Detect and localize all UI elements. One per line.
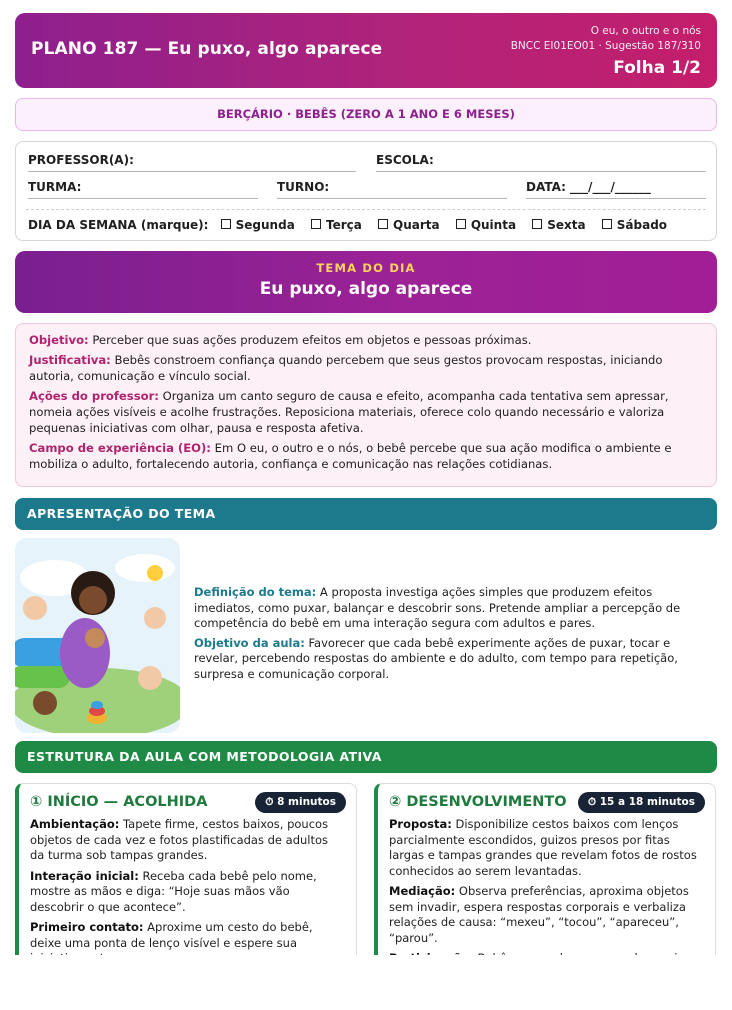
- weekday-checkbox[interactable]: Sábado: [602, 218, 667, 232]
- structure-section-header: ESTRUTURA DA AULA COM METODOLOGIA ATIVA: [15, 741, 717, 773]
- data-field[interactable]: DATA: ___/___/______: [526, 180, 651, 194]
- data-line: [526, 198, 706, 199]
- weekday-checkbox[interactable]: Quarta: [378, 218, 440, 232]
- turno-label: TURNO:: [277, 180, 330, 194]
- inicio-interacao: [30, 869, 345, 916]
- desenvolvimento-card: [374, 783, 716, 983]
- proposta-label: Proposta:: [389, 817, 452, 831]
- inicio-card: [15, 783, 357, 983]
- objetivo-aula-label: Objetivo da aula:: [194, 635, 305, 650]
- turma-line[interactable]: [28, 198, 258, 199]
- ambientacao-text: Tapete firme, cestos baixos, poucos objetos de cada vez e fotos plastificadas de adultos da turma sob tampas grandes.: [30, 817, 329, 862]
- theme-name: Eu puxo, algo aparece: [259, 279, 473, 299]
- weekday-checkbox[interactable]: Quinta: [456, 218, 516, 232]
- justificativa-text: Bebês constroem confiança quando percebem que seus gestos provocam respostas, iniciando autoria, comunicação e vínculo social.: [29, 353, 663, 383]
- bncc-code: BNCC EI01EO01 · Sugestão 187/310: [510, 40, 701, 52]
- mediacao-text: Observa preferências, aproxima objetos sem invadir, espera respostas corporais e verbaliza relações de causa: “mexeu”, “tocou”, “apareceu”, “parou”.: [389, 884, 689, 945]
- weekday-checkbox[interactable]: Terça: [311, 218, 362, 232]
- weekday-checkbox[interactable]: Sexta: [532, 218, 585, 232]
- professor-line[interactable]: [28, 171, 356, 172]
- definicao-label: Definição do tema:: [194, 585, 317, 599]
- desenvolvimento-mediacao: [389, 884, 704, 946]
- acoes-label: Ações do professor:: [29, 389, 159, 403]
- acoes-text: Organiza um canto seguro de causa e efeito, acompanha cada tentativa sem apressar, nomeia ações visíveis e acolhe frustrações. Reposiciona materiais, oferece colo quando necessário e valoriza pequenas iniciativas com olhar, pausa e resposta afetiva.: [29, 389, 669, 435]
- desenvolvimento-proposta: [389, 817, 704, 879]
- contato-label: Primeiro contato:: [30, 920, 144, 934]
- turno-line[interactable]: [277, 198, 507, 199]
- professor-label: PROFESSOR(A):: [28, 153, 134, 167]
- interacao-label: Interação inicial:: [30, 868, 139, 883]
- ambientacao-label: Ambientação:: [30, 817, 120, 831]
- objetivo-label: Objetivo:: [29, 333, 89, 347]
- weekday-checkbox[interactable]: Segunda: [221, 218, 295, 232]
- definicao-text: A proposta investiga ações simples que produzem efeitos imediatos, como puxar, balançar e descobrir sons. Pretende ampliar a percepção de competência do bebê em uma interação segura com adultos e pares.: [194, 585, 681, 630]
- objetivo-aula-paragraph: [194, 636, 716, 683]
- escola-line[interactable]: [376, 171, 706, 172]
- theme-label: TEMA DO DIA: [316, 261, 416, 275]
- inicio-time-badge: ⏱ 8 minutos: [255, 792, 346, 813]
- desenvolvimento-time-badge: ⏱ 15 a 18 minutos: [578, 792, 705, 813]
- interacao-text: Receba cada bebê pelo nome, mostre as mãos e diga: “Hoje suas mãos vão descobrir o que acontece”.: [30, 868, 317, 914]
- weekday-selector: [28, 218, 679, 232]
- justificativa-paragraph: [29, 352, 703, 384]
- campo-text: Em O eu, o outro e o nós, o bebê percebe que sua ação modifica o ambiente e mobiliza o adulto, fortalecendo autoria, confiança e comunicação nas relações cotidianas.: [29, 441, 672, 471]
- campo-paragraph: [29, 440, 703, 472]
- objectives-box: [15, 323, 717, 487]
- objetivo-aula-text: Favorecer que cada bebê experimente ações de puxar, tocar e revelar, percebendo respostas do ambiente e do adulto, com tempo para repetição, surpresa e comunicação corporal.: [194, 635, 678, 681]
- proposta-text: Disponibilize cestos baixos com lenços parcialmente escondidos, guizos presos por fitas largas e tampas grandes que revelam fotos de rostos conhecidos ao serem levantadas.: [389, 817, 697, 878]
- justificativa-label: Justificativa:: [29, 353, 111, 367]
- weekday-label: DIA DA SEMANA (marque):: [28, 218, 209, 232]
- escola-label: ESCOLA:: [376, 153, 434, 167]
- divider: [26, 209, 706, 210]
- mediacao-label: Mediação:: [389, 884, 456, 898]
- turma-label: TURMA:: [28, 180, 82, 194]
- inicio-ambientacao: [30, 817, 345, 864]
- objetivo-text: Perceber que suas ações produzem efeitos em objetos e pessoas próximas.: [92, 333, 532, 347]
- sheet-number: Folha 1/2: [613, 58, 701, 78]
- inicio-title: ① INÍCIO — ACOLHIDA: [30, 794, 208, 810]
- age-stage-banner: BERÇÁRIO · BEBÊS (ZERO A 1 ANO E 6 MESES): [15, 98, 717, 131]
- identification-box: [15, 141, 717, 241]
- desenvolvimento-title: ② DESENVOLVIMENTO: [389, 794, 567, 810]
- campo-label: Campo de experiência (EO):: [29, 441, 211, 455]
- acoes-paragraph: [29, 388, 703, 436]
- objetivo-paragraph: [29, 332, 703, 348]
- classroom-illustration: [15, 538, 180, 733]
- theme-definition: [194, 585, 716, 686]
- theme-banner: [15, 251, 717, 313]
- page-header: [15, 13, 717, 88]
- field-theme: O eu, o outro e o nós: [590, 25, 701, 37]
- definicao-paragraph: [194, 585, 716, 632]
- plan-title: PLANO 187 — Eu puxo, algo aparece: [31, 39, 383, 59]
- contato-text: Aproxime um cesto do bebê, deixe uma ponta de lenço visível e espere sua: [30, 920, 313, 950]
- page-bottom-area: [0, 955, 732, 1010]
- presentation-section-header: APRESENTAÇÃO DO TEMA: [15, 498, 717, 530]
